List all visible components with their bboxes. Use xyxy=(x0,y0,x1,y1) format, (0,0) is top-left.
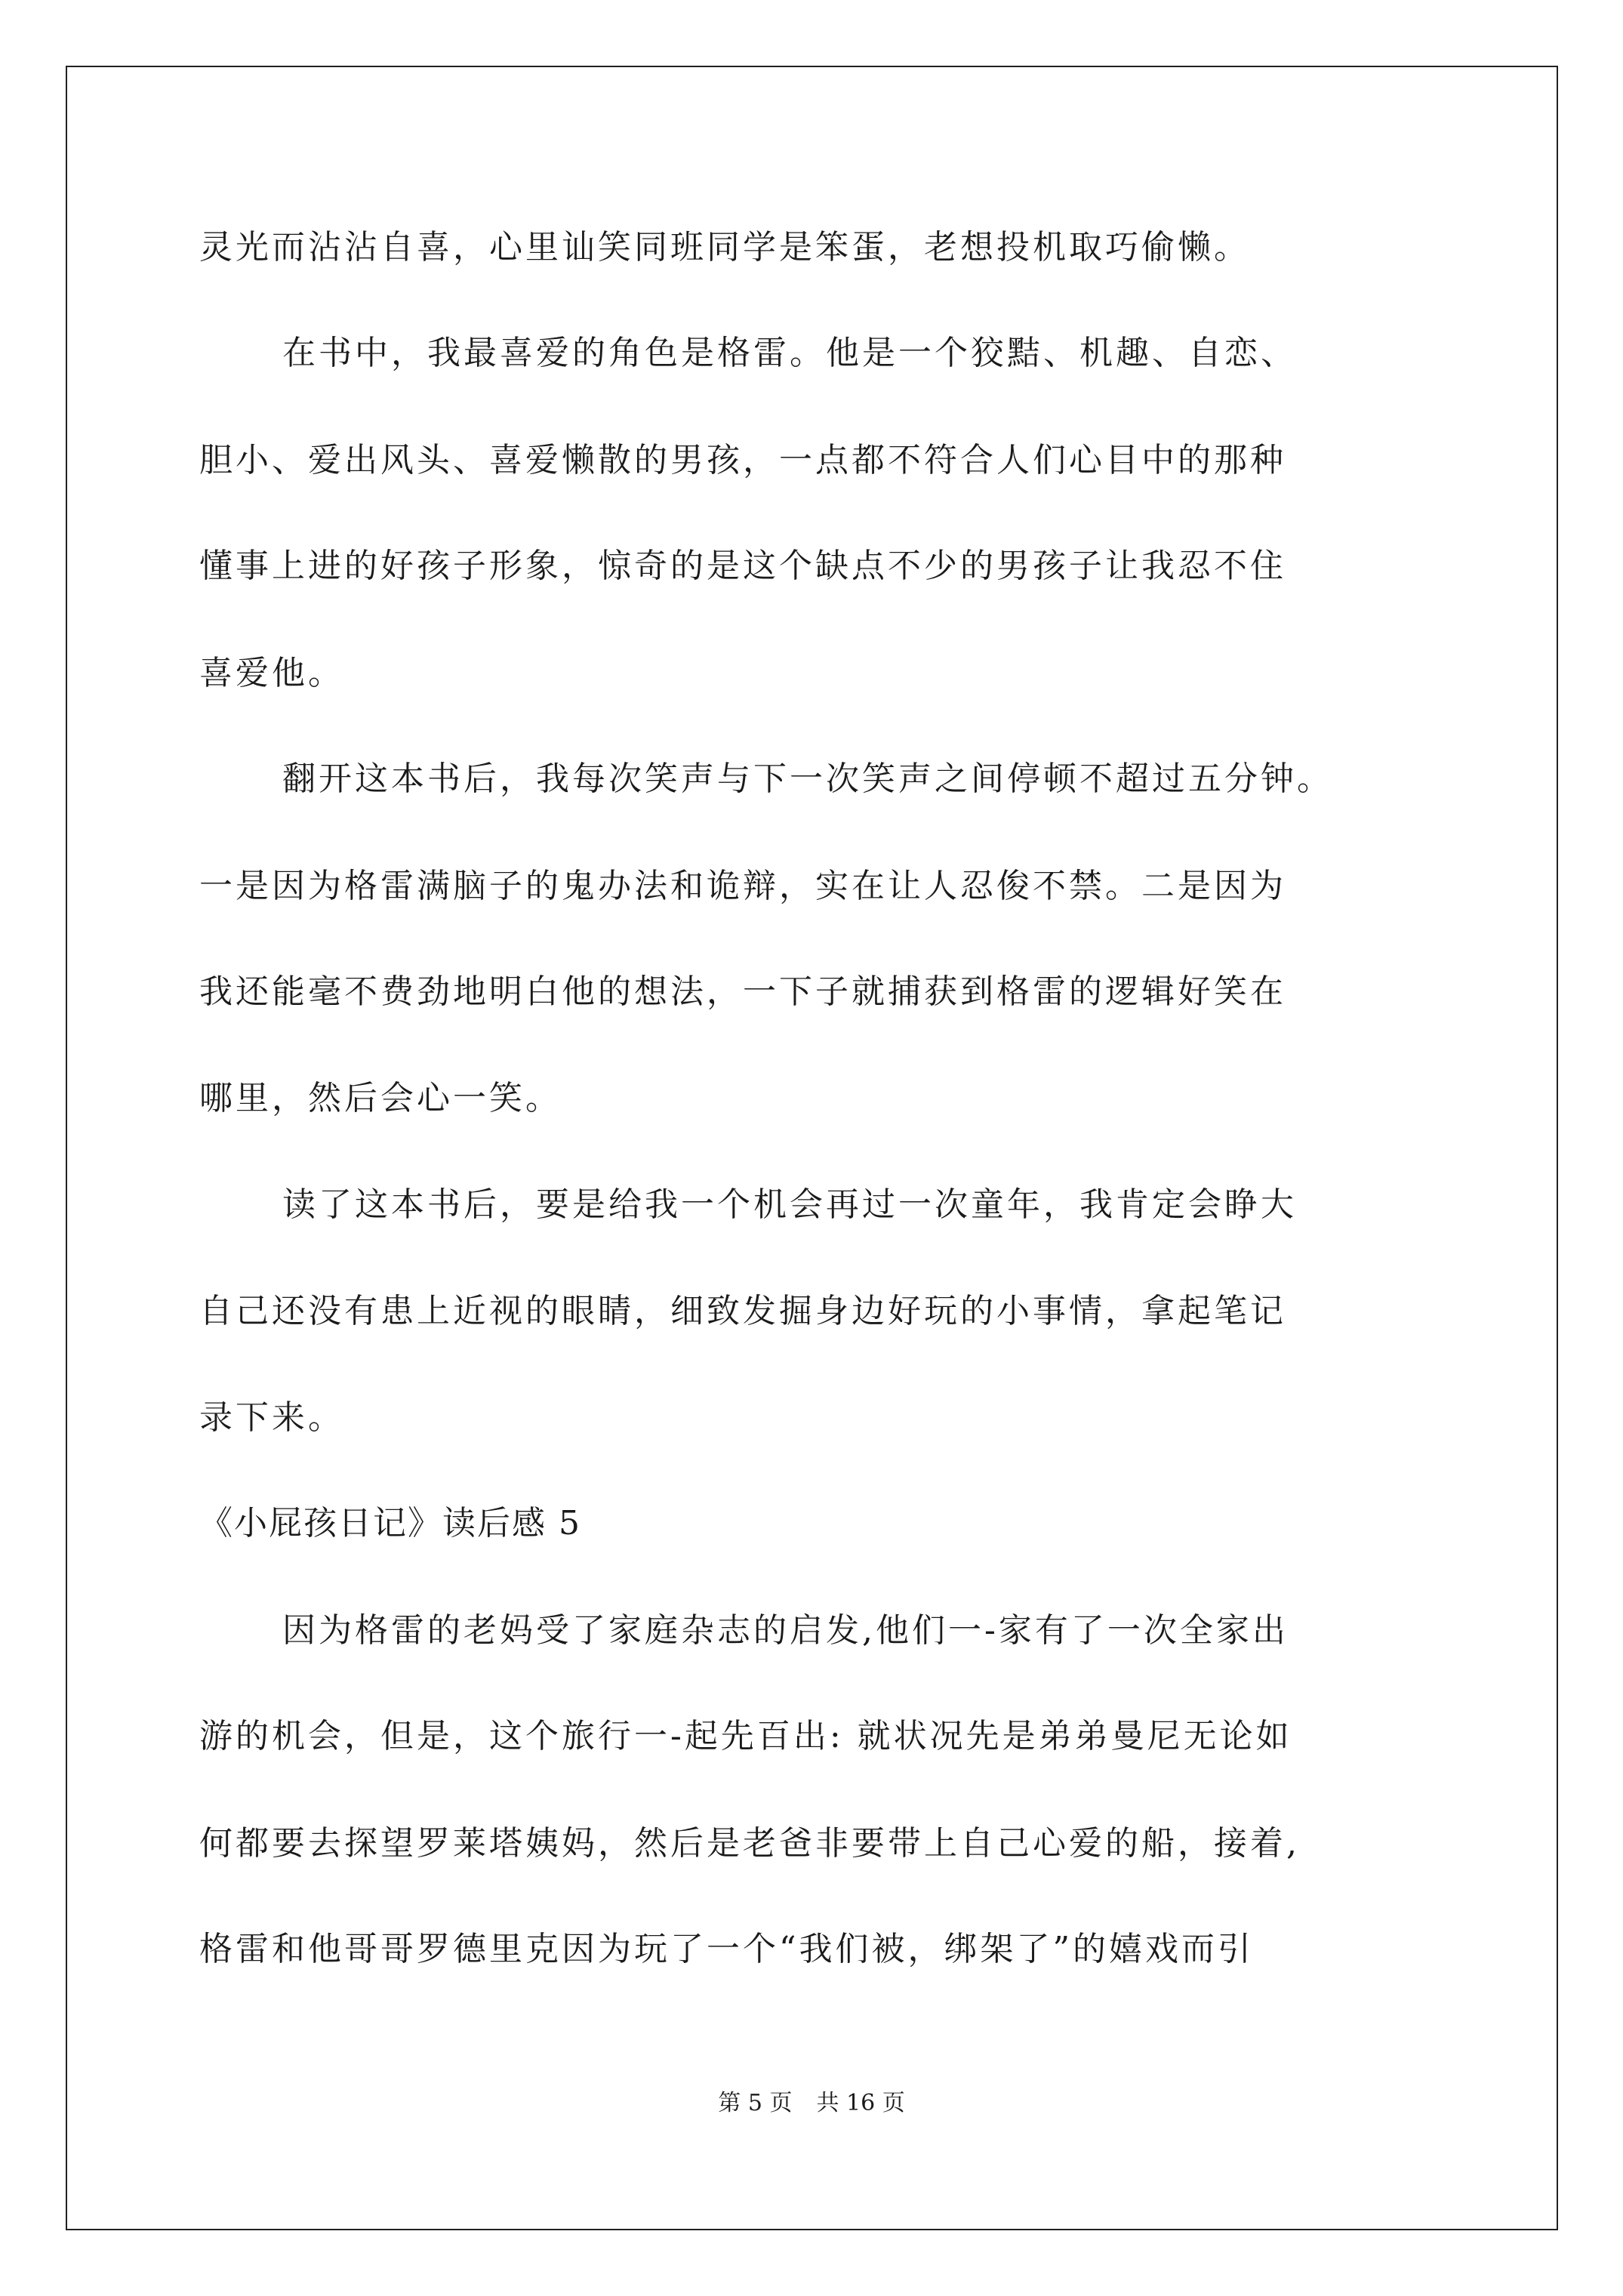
text-line: 灵光而沾沾自喜，心里讪笑同班同学是笨蛋，老想投机取巧偷懒。 xyxy=(199,228,1250,267)
text-line: 我还能毫不费劲地明白他的想法，一下子就捕获到格雷的逻辑好笑在 xyxy=(199,972,1286,1011)
page-border xyxy=(66,66,1558,2230)
text-line: 一是因为格雷满脑子的鬼办法和诡辩，实在让人忍俊不禁。二是因为 xyxy=(199,867,1286,905)
text-line: 在书中，我最喜爱的角色是格雷。他是一个狡黠、机趣、自恋、 xyxy=(282,334,1297,372)
text-line: 翻开这本书后，我每次笑声与下一次笑声之间停顿不超过五分钟。 xyxy=(282,760,1333,798)
text-line: 胆小、爱出风头、喜爱懒散的男孩，一点都不符合人们心目中的那种 xyxy=(199,441,1286,479)
page-number: 第 5 页 xyxy=(718,2090,793,2116)
text-line: 自己还没有患上近视的眼睛，细致发掘身边好玩的小事情，拿起笔记 xyxy=(199,1292,1286,1330)
text-line: 录下来。 xyxy=(199,1398,344,1437)
text-line: 何都要去探望罗莱塔姨妈，然后是老爸非要带上自己心爱的船，接着, xyxy=(199,1824,1300,1863)
section-heading: 《小屁孩日记》读后感 5 xyxy=(199,1504,581,1542)
text-line: 喜爱他。 xyxy=(199,654,344,692)
text-line: 读了这本书后，要是给我一个机会再过一次童年，我肯定会睁大 xyxy=(282,1185,1297,1224)
text-line: 懂事上进的好孩子形象，惊奇的是这个缺点不少的男孩子让我忍不住 xyxy=(199,547,1286,585)
text-line: 因为格雷的老妈受了家庭杂志的启发,他们一-家有了一次全家出 xyxy=(282,1611,1289,1650)
page-total: 共 16 页 xyxy=(816,2090,905,2116)
text-line: 格雷和他哥哥罗德里克因为玩了一个“我们被，绑架了”的嬉戏而引 xyxy=(199,1930,1254,1968)
text-line: 哪里，然后会心一笑。 xyxy=(199,1079,562,1117)
page-footer xyxy=(0,2088,1623,2119)
text-line: 游的机会，但是，这个旅行一-起先百出: 就状况先是弟弟曼尼无论如 xyxy=(199,1717,1292,1755)
